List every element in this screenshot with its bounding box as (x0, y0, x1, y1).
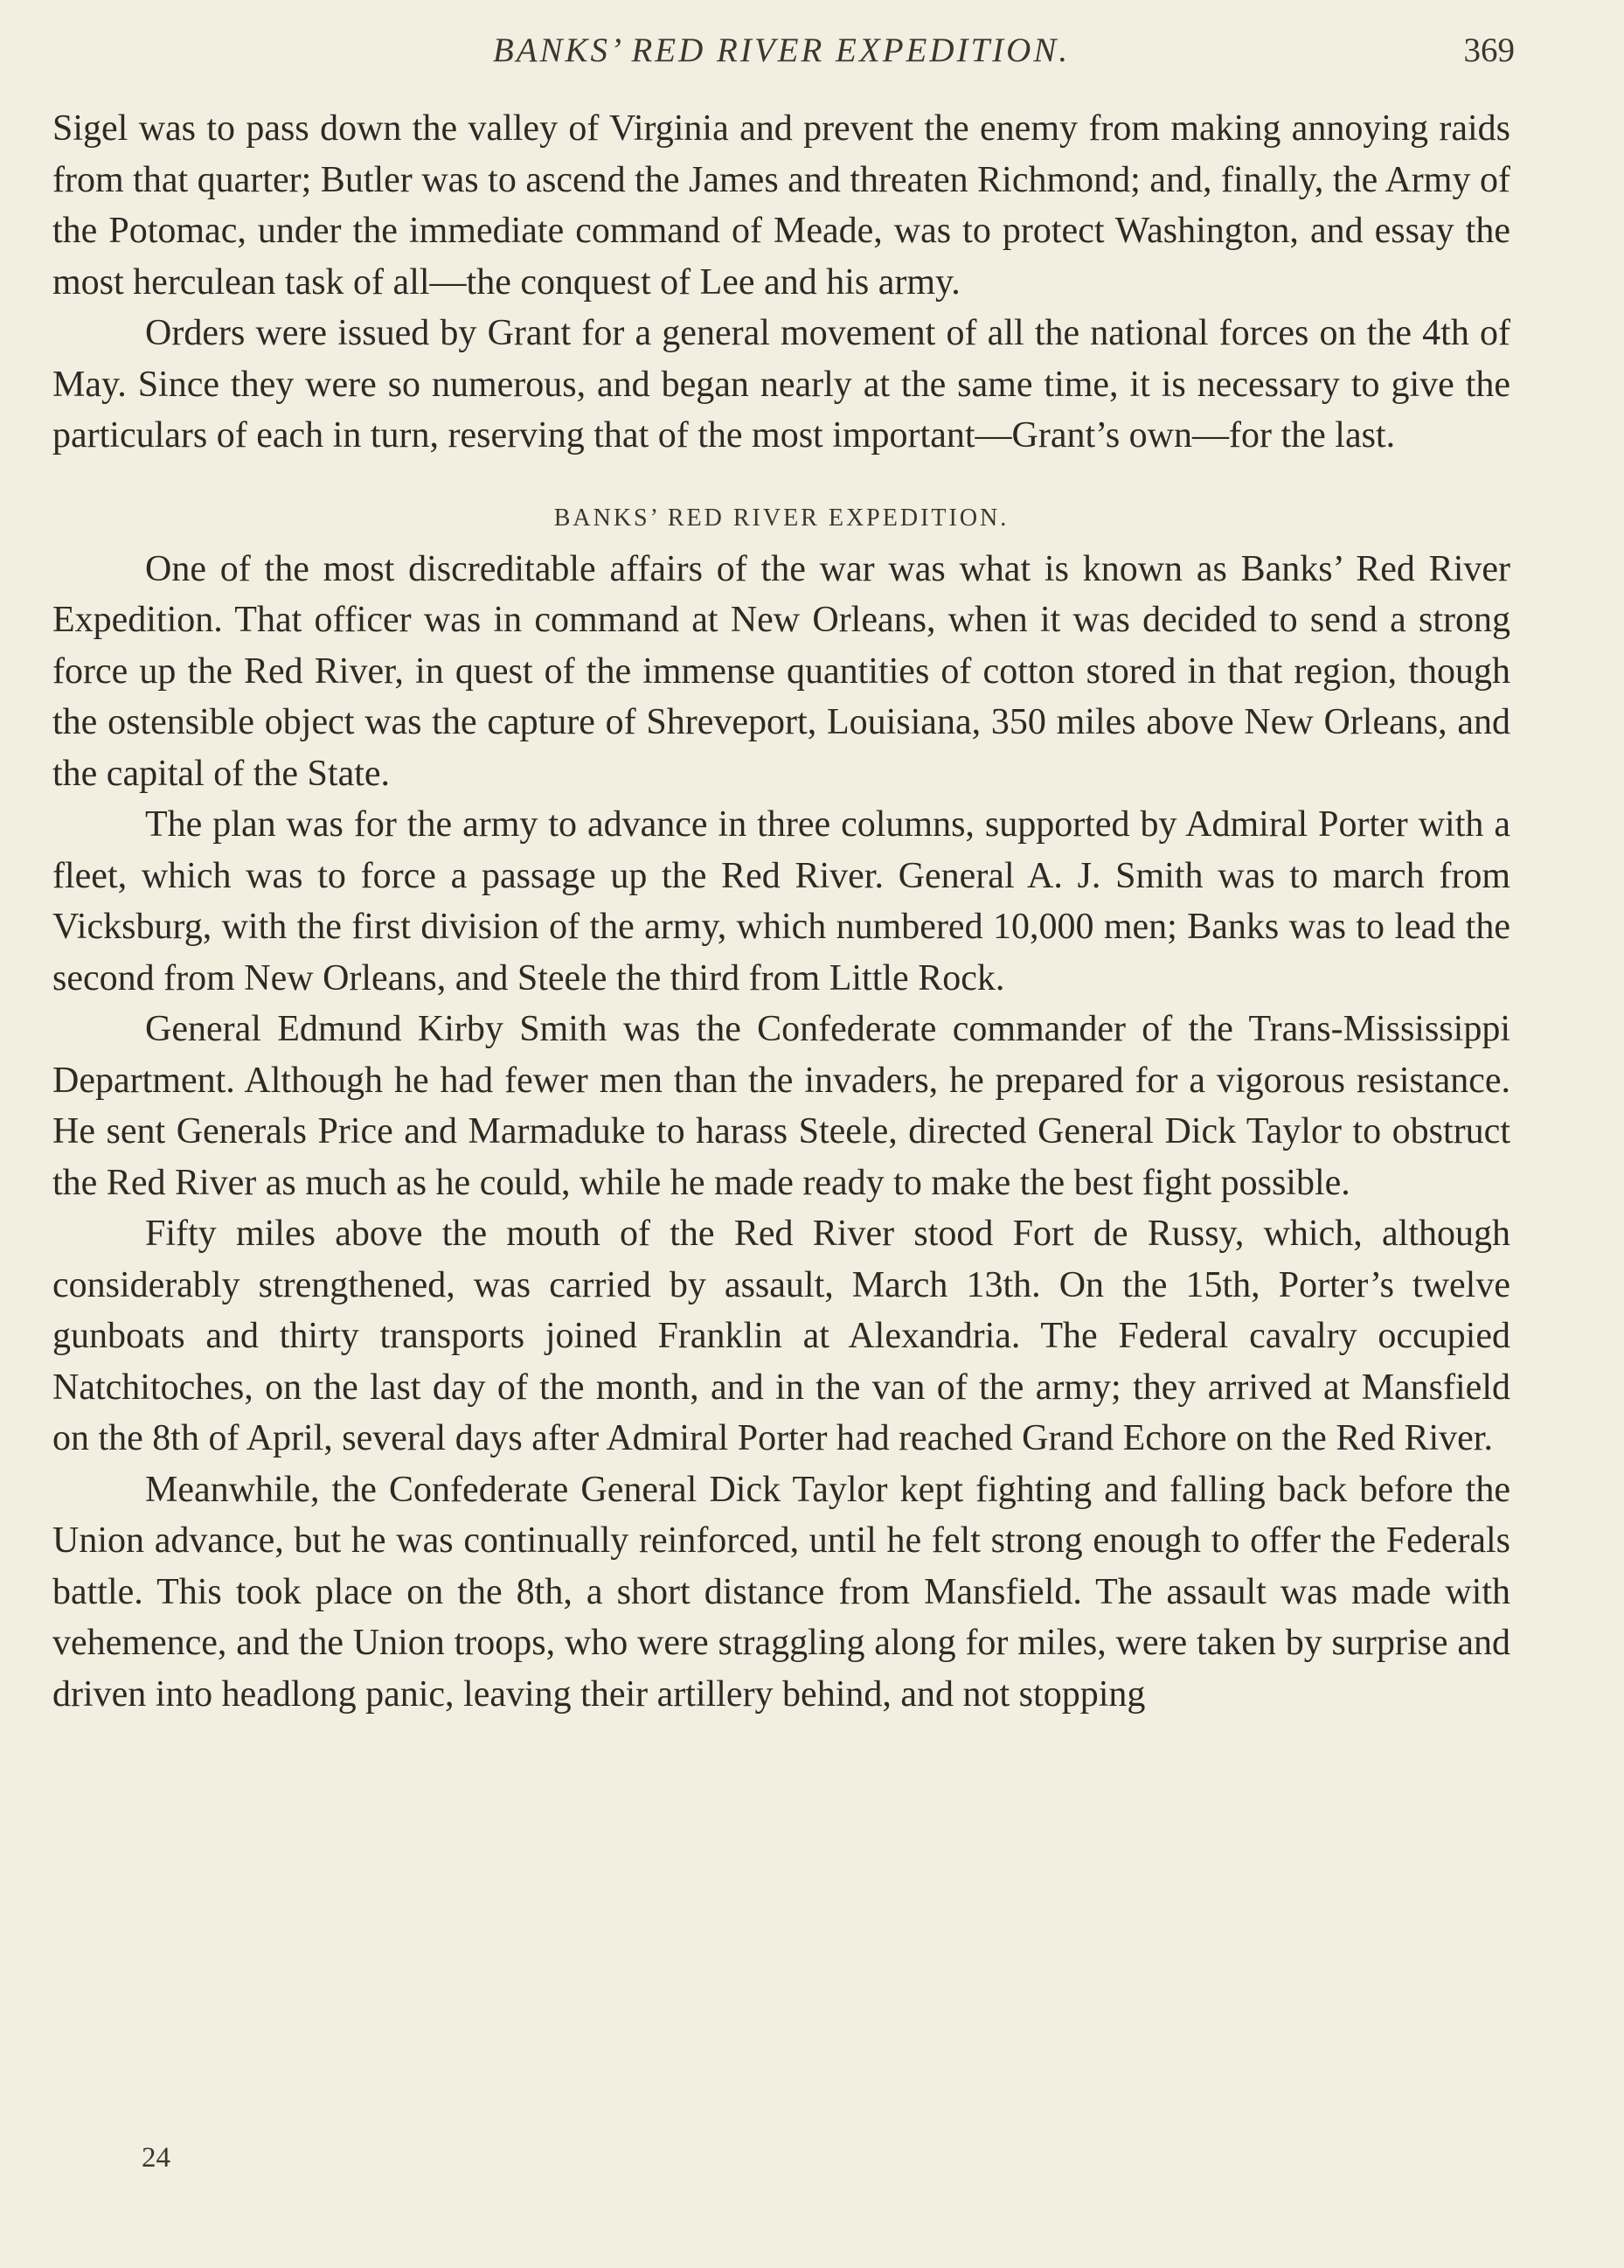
paragraph: One of the most discreditable affairs of the war was what is known as Banks’ Red River Expedition. That officer was in command at New Orleans, when it was decided to send a strong force up the Red River, in quest of the immense quantities of cotton stored in that region, though the ostensible object was the capture of Shreveport, Louisiana, 350 miles above New Orleans, and the capital of the State. (52, 548, 1510, 794)
body-text (52, 103, 1510, 1720)
paragraph: General Edmund Kirby Smith was the Confederate commander of the Trans-Mississippi Department. Although he had fewer men than the invaders, he prepared for a vigorous resistance. He sent Generals Price and Marmaduke to harass Steele, directed General Dick Taylor to obstruct the Red River as much as he could, while he made ready to make the best fight possible. (52, 1009, 1510, 1203)
running-title: BANKS’ RED RIVER EXPEDITION. (492, 31, 1071, 69)
running-header (52, 26, 1515, 75)
paragraph: Fifty miles above the mouth of the Red River stood Fort de Russy, which, although considerably strengthened, was carried by assault, March 13th. On the 15th, Porter’s twelve gunboats and thirty transports joined Franklin at Alexandria. The Federal cavalry occupied Natchitoches, on the last day of the month, and in the van of the army; they arrived at Mansfield on the 8th of April, several days after Admiral Porter had reached Grand Echore on the Red River. (52, 1214, 1510, 1458)
signature-mark: 24 (142, 2142, 170, 2174)
paragraph: Orders were issued by Grant for a general movement of all the national forces on the 4th of May. Since they were so numerous, and began nearly at the same time, it is necessary to give the particulars of each in turn, reserving that of the most important—Grant’s own—for the last. (52, 313, 1510, 456)
paragraph-continuation: Sigel was to pass down the valley of Virginia and prevent the enemy from making annoying raids from that quarter; Butler was to ascend the James and threaten Richmond; and, finally, the Army of the Potomac, under the immediate command of Meade, was to protect Washington, and essay the most herculean task of all—the conquest of Lee and his army. (52, 108, 1510, 303)
paragraph: The plan was for the army to advance in three columns, supported by Admiral Porter with a fleet, which was to force a passage up the Red River. General A. J. Smith was to march from Vicksburg, with the first division of the army, which numbered 10,000 men; Banks was to lead the second from New Orleans, and Steele the third from Little Rock. (52, 804, 1510, 998)
page-number: 369 (1463, 31, 1515, 69)
paragraph: Meanwhile, the Confederate General Dick Taylor kept fighting and falling back before the Union advance, but he was continually reinforced, until he felt strong enough to offer the Federals battle. This took place on the 8th, a short distance from Mansfield. The assault was made with vehemence, and the Union troops, who were straggling along for miles, were taken by surprise and driven into headlong panic, leaving their artillery behind, and not stopping (52, 1469, 1510, 1715)
section-heading: BANKS’ RED RIVER EXPEDITION. (553, 504, 1010, 532)
